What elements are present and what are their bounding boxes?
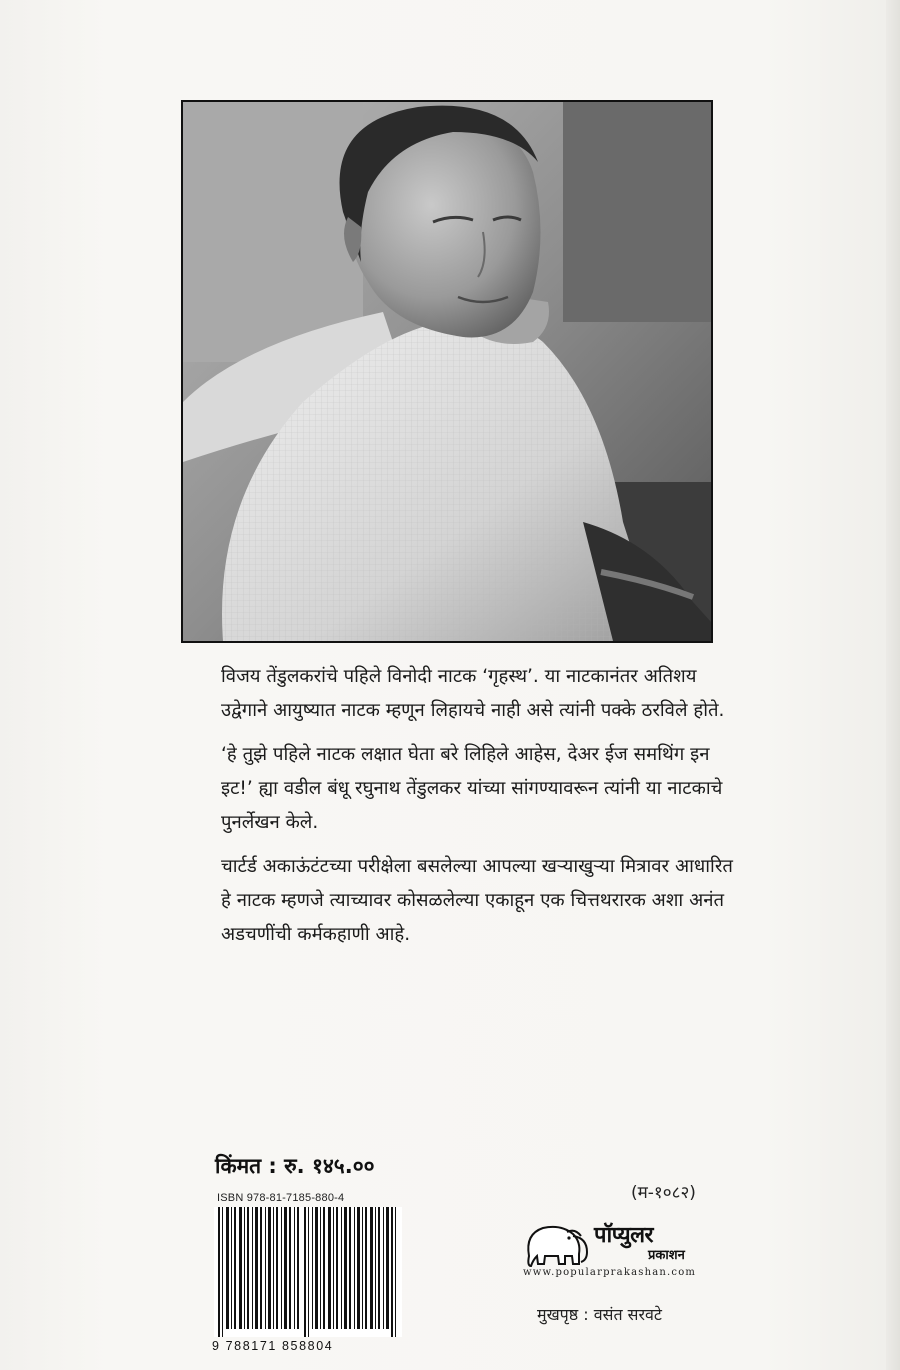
cover-credit: मुखपृष्ठ : वसंत सरवटे	[537, 1305, 662, 1324]
elephant-icon	[528, 1227, 587, 1266]
cover-edge	[886, 0, 900, 1370]
synopsis-paragraph: विजय तेंडुलकरांचे पहिले विनोदी नाटक ‘गृहस्थ’. या नाटकानंतर अतिशय उद्वेगाने आयुष्यात नाटक म्हणून लिहायचे नाही असे त्यांनी पक्के ठरविले होते.	[221, 666, 725, 721]
publisher-subname: प्रकाशन	[648, 1248, 685, 1263]
catalog-code: (म-१०८२)	[631, 1183, 696, 1203]
price-label: किंमत : रु. १४५.००	[215, 1154, 375, 1178]
author-photo	[181, 100, 713, 643]
synopsis-paragraph: ‘हे तुझे पहिले नाटक लक्षात घेता बरे लिहिले आहेस, देअर ईज समथिंग इन इट!’ ह्या वडील बंधू रघुनाथ तेंडुलकर यांच्या सांगण्यावरून त्यांनी या नाटकाचे पुनर्लेखन केले.	[221, 744, 723, 833]
publisher-url: www.popularprakashan.com	[523, 1267, 697, 1278]
synopsis-text	[221, 660, 741, 962]
isbn-text: ISBN 978-81-7185-880-4	[217, 1192, 345, 1204]
isbn-barcode	[214, 1207, 402, 1337]
barcode-digits: 9 788171 858804	[212, 1339, 334, 1353]
publisher-name: पॉप्युलर	[594, 1223, 653, 1248]
synopsis-paragraph: चार्टर्ड अकाऊंटंटच्या परीक्षेला बसलेल्या आपल्या खऱ्याखुऱ्या मित्रावर आधारित हे नाटक म्हणजे त्याच्यावर कोसळलेल्या एकाहून एक चित्तथरारक अशा अनंत अडचणींची कर्मकहाणी आहे.	[221, 856, 733, 945]
